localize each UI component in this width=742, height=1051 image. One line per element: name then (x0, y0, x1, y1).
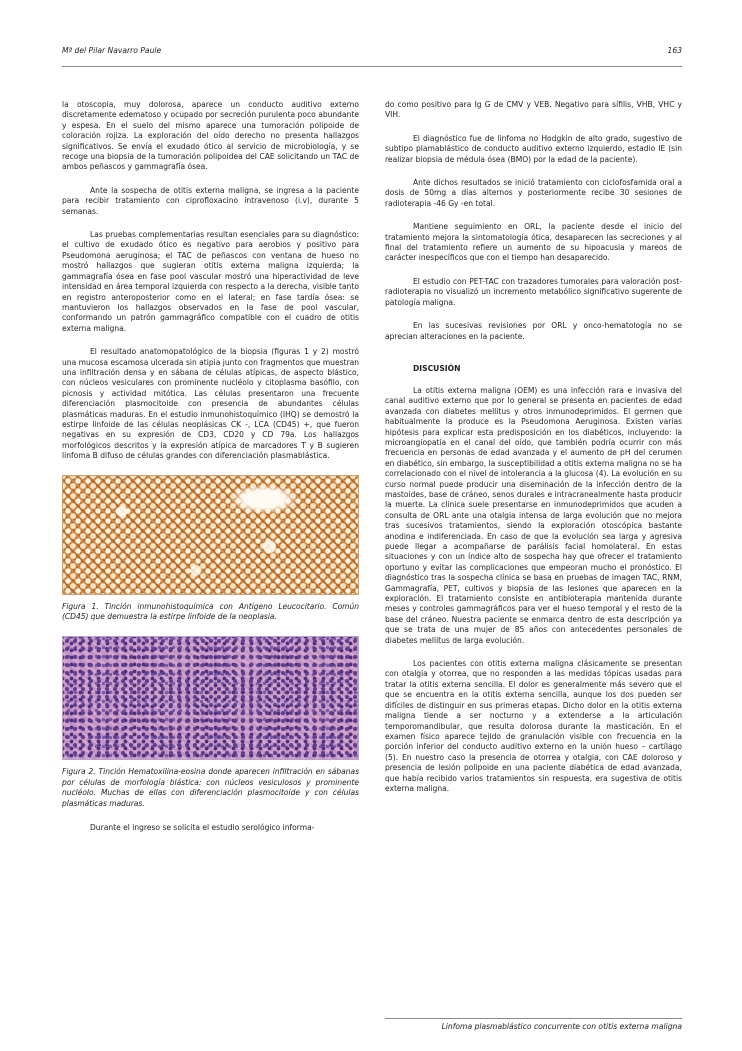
body-paragraph: Los pacientes con otitis externa maligna clásicamente se presentan con otalgia y otorrea, que no responden a las medidas tópicas usadas para tratar la otitis externa sencilla. El dolor es generalmente más severo que el que se encuentra en la otitis externa sencilla, aunque los dos pueden ser difíciles de distinguir en sus primeras etapas. Dicho dolor en la otitis externa maligna tiende a ser nocturno y a extenderse a la articulación temporomandibular, que resulta dolorosa durante la masticación. En el examen físico aparece tejido de granulación visible con frecuencia en la porción inferior del conducto auditivo externo en la unión hueso – cartílago (5). En nuestro caso la presencia de otorrea y otalgia, con CAE doloroso y presencia de lesión polipoide en una paciente diabética de edad avanzada, que había recibido varios tratamientos sin respuesta, era sugestiva de otitis externa maligna. (385, 659, 682, 793)
right-column (385, 100, 682, 807)
body-paragraph: En las sucesivas revisiones por ORL y onco-hematología no se aprecian alteraciones en la paciente. (385, 321, 682, 341)
body-paragraph: Mantiene seguimiento en ORL, la paciente desde el inicio del tratamiento mejora la sintomatología ótica, desaparecen las secreciones y al final del tratamiento refiere un aumento de su hipoacusia y mareos de carácter inespecíficos que con el tiempo han desaparecido. (385, 222, 682, 263)
figure-2-he-image (62, 636, 359, 760)
footer-rule (385, 1018, 682, 1019)
page-number: 163 (667, 46, 682, 55)
figure-1-ihq-image (62, 475, 359, 595)
page-header (0, 0, 742, 70)
left-column (62, 100, 359, 846)
body-paragraph: El diagnóstico fue de linfoma no Hodgkin de alto grado, sugestivo de subtipo plamablástico de conducto auditivo externo izquierdo, estadio IE (sin realizar biopsia de médula ósea (BMO) por la edad de la paciente). (385, 133, 682, 164)
body-paragraph: Las pruebas complementarias resultan esenciales para su diagnóstico: el cultivo de exudado ótico es negativo para aerobios y positivo para Pseudomona aeruginosa; el TAC de peñascos con ventana de hueso no mostró hallazgos que sugieran otitis externa maligna izquierda; la gammagrafía ósea en fase pool vascular mostró una hiperactividad de leve intensidad en área temporal izquierda con respecto a la derecha, visible tanto en registro anteroposterior como en el lateral; en fase tardía ósea: se mantuvieron los hallazgos observados en la fase de pool vascular, conformando un patrón gammagráfico compatible con el cuadro de otitis externa maligna. (62, 230, 359, 333)
figure-2-caption: Figura 2. Tinción Hematoxilina-eosina donde aparecen infiltración en sábanas por células de morfología blástica: con núcleos vesiculosos y prominente nucléolo. Muchas de ellas con diferenciación plasmocitoide y con células plasmáticas maduras. (62, 767, 359, 808)
header-rule (62, 66, 682, 67)
body-paragraph: El estudio con PET-TAC con trazadores tumorales para valoración post-radioterapia no visualizó un incremento metabólico significativo sugerente de patología maligna. (385, 276, 682, 307)
body-paragraph: Durante el ingreso se solicita el estudio serológico informa- (90, 823, 315, 833)
section-heading-discusion: DISCUSIÓN (413, 363, 461, 373)
body-paragraph: do como positivo para Ig G de CMV y VEB. Negativo para sífilis, VHB, VHC y VIH. (385, 100, 682, 120)
figure-1-lumen (229, 484, 299, 514)
header-author: Mª del Pilar Navarro Paule (62, 46, 162, 55)
body-paragraph: Ante dichos resultados se inició tratamiento con ciclofosfamida oral a dosis de 50mg a días alternos y posteriormente recibe 30 sesiones de radioterapia -46 Gy -en total. (385, 178, 682, 208)
running-title: Linfoma plasmablástico concurrente con otitis externa maligna (441, 1022, 682, 1031)
body-paragraph: Ante la sospecha de otitis externa maligna, se ingresa a la paciente para recibir tratamiento con ciprofloxacino intravenoso (i.v), durante 5 semanas. (62, 185, 359, 216)
body-paragraph: La otitis externa maligna (OEM) es una infección rara e invasiva del canal auditivo externo que por lo general se presenta en pacientes de edad avanzada con diabetes mellitus y otros inmunodeprimidos. El germen que habitualmente la produce es la Pseudomona Aeruginosa. Existen varias hipótesis para explicar esta predisposición en los diabéticos, incluyendo: la microangiopatía en el canal del oído, que también podría ocurrir con más frecuencia en personas de edad avanzada y el aumento de pH del cerumen en diabético, sin embargo, la susceptibilidad a otitis externa maligna no se ha correlacionado con el nivel de intolerancia a la glucosa (4). La evolución en su curso normal puede producir una diseminación de la infección dentro de la mastoides, base de cráneo, senos durales e intracranealmente hasta producir la muerte. La clínica suele presentarse en inmunodeprimidos que acuden a consulta de ORL ante una otalgia intensa de larga evolución que no mejora tras sucesivos tratamientos, siendo la exploración otoscópica bastante anodina e indiferenciada. En caso de que la evolución sea larga y agresiva puede llegar a acompañarse de parálisis facial homolateral. En estas situaciones y con un índice alto de sospecha hay que ofrecer el tratamiento oportuno y evitar las complicaciones que empeoran mucho el pronóstico. El diagnóstico tras la sospecha clínica se basa en pruebas de imagen TAC, RNM, Gammagrafía, PET, cultivos y biopsia de las lesiones que aparecen en la exploración. El tratamiento consiste en antibioterapia mantenida durante meses y controles gammagráficos para ver el hueso temporal y el resto de la base del cráneo. Nuestra paciente se enmarca dentro de esta descripción ya que se trata de una mujer de 85 años con antecedentes personales de diabetes mellitus de larga evolución. (385, 385, 682, 645)
body-paragraph: El resultado anatomopatológico de la biopsia (figuras 1 y 2) mostró una mucosa escamosa ulcerada sin atipia junto con fragmentos que muestran una infiltración densa y en sábana de células atípicas, de aspecto blástico, con núcleos vesiculares con prominente nucléolo y citoplasma basófilo, con picnosis y actividad mitótica. Las células presentaron una frecuente diferenciación plasmocitoide con presencia de abundantes células plasmáticas maduras. En el estudio inmunohistoquímico (IHQ) se demostró la estirpe linfoide de las células neoplásicas CK -, LCA (CD45) +, que fueron negativas en su expresión de CD3, CD20 y CD 79a. Los hallazgos morfológicos descritos y la expresión atípica de marcadores T y B sugieren linfoma B difuso de células grandes con diferenciación plasmablástica. (62, 347, 359, 461)
body-paragraph: la otoscopia, muy dolorosa, aparece un conducto auditivo externo discretamente edematoso y ocupado por secreción purulenta poco abundante y espesa. En el suelo del mismo aparece una tumoración polipoide de coloración rojiza. La exploración del oído derecho no presenta hallazgos significativos. Se envía el exudado ótico al servicio de microbiología, y se recoge una biopsia de la tumoración polipoidea del CAE solicitando un TAC de ambos peñascos y gammagrafía ósea. (62, 100, 359, 172)
figure-1-caption: Figura 1. Tinción inmunohistoquímica con Antígeno Leucocitario. Común (CD45) que demuestra la estirpe linfoide de la neoplasia. (62, 601, 359, 621)
